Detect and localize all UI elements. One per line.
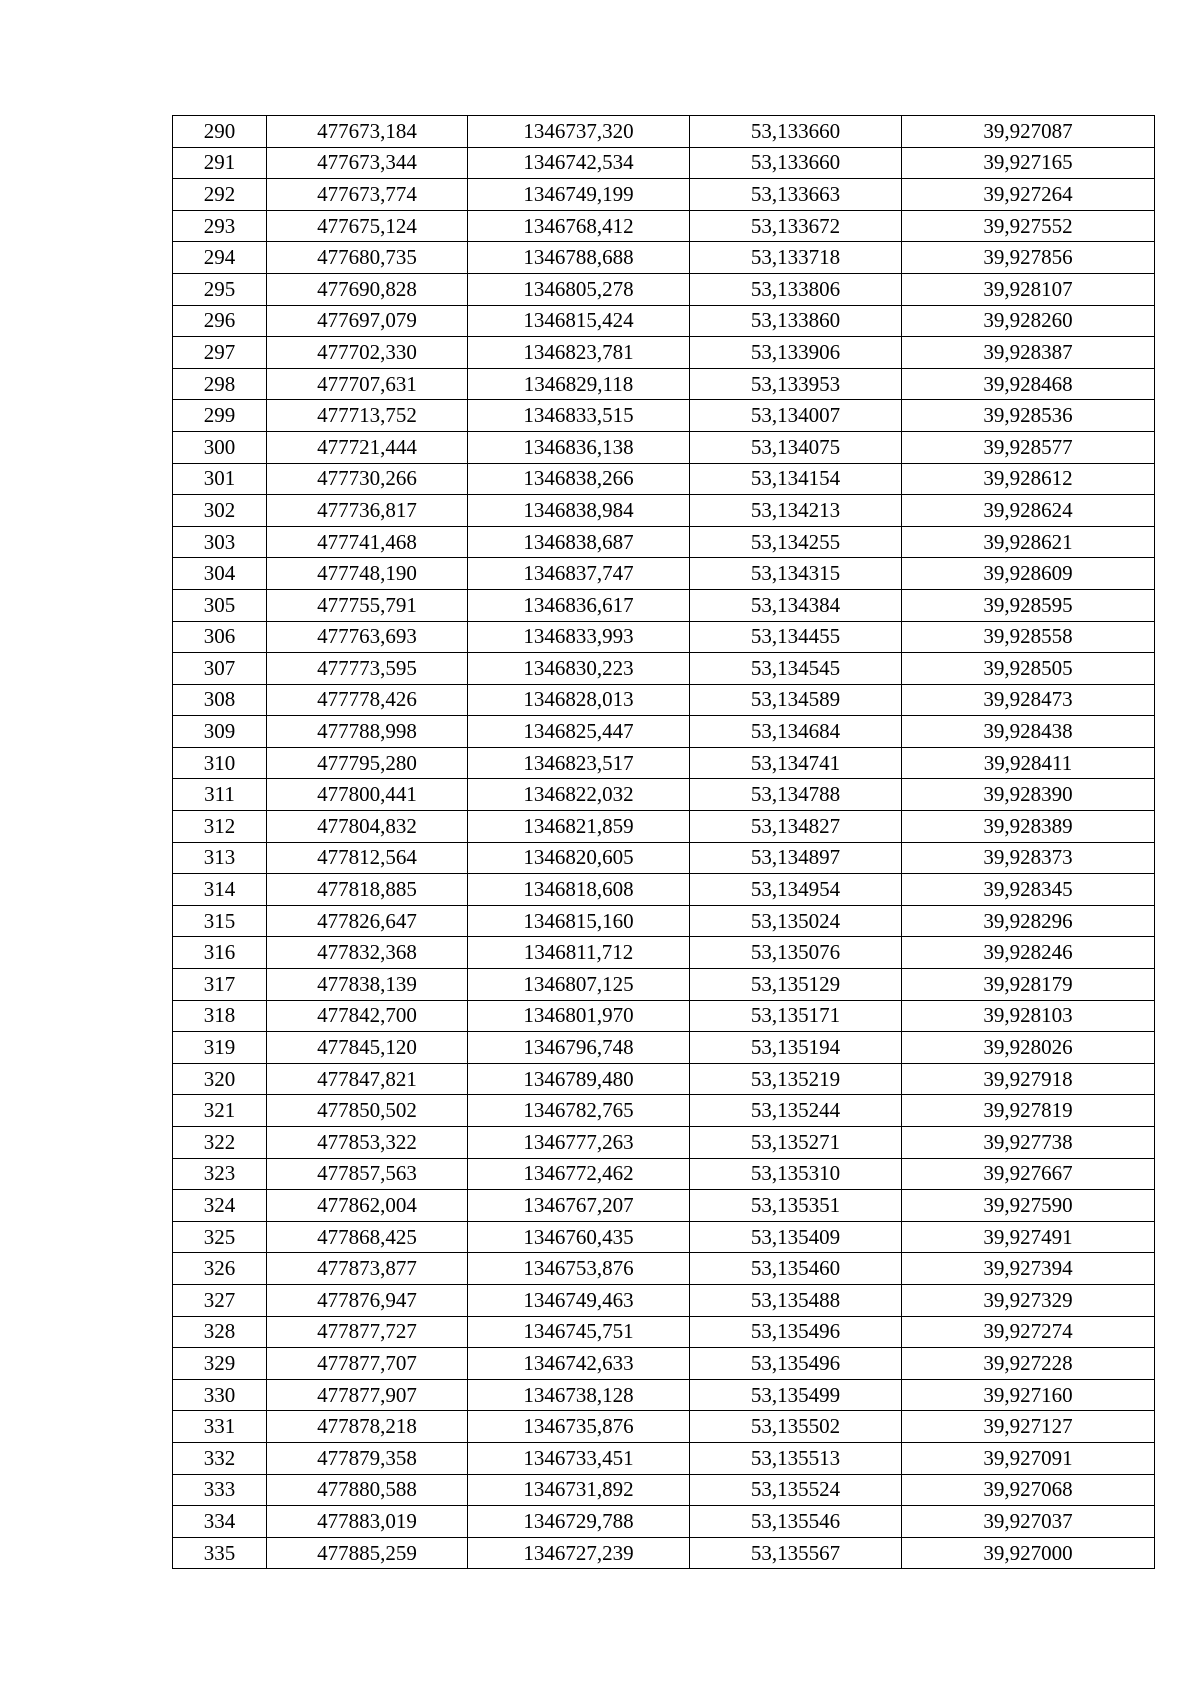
latitude-cell: 53,134455 bbox=[690, 621, 902, 653]
latitude-cell: 53,133663 bbox=[690, 179, 902, 211]
longitude-cell: 39,928389 bbox=[902, 811, 1155, 843]
y-coordinate-cell: 1346822,032 bbox=[468, 779, 690, 811]
table-row bbox=[173, 368, 1155, 400]
x-coordinate-cell: 477857,563 bbox=[267, 1158, 468, 1190]
x-coordinate-cell: 477877,707 bbox=[267, 1348, 468, 1380]
x-coordinate-cell: 477885,259 bbox=[267, 1537, 468, 1569]
y-coordinate-cell: 1346830,223 bbox=[468, 653, 690, 685]
x-coordinate-cell: 477862,004 bbox=[267, 1190, 468, 1222]
y-coordinate-cell: 1346829,118 bbox=[468, 368, 690, 400]
x-coordinate-cell: 477690,828 bbox=[267, 273, 468, 305]
x-coordinate-cell: 477826,647 bbox=[267, 905, 468, 937]
point-number-cell: 333 bbox=[173, 1474, 267, 1506]
latitude-cell: 53,133660 bbox=[690, 147, 902, 179]
x-coordinate-cell: 477818,885 bbox=[267, 874, 468, 906]
longitude-cell: 39,927856 bbox=[902, 242, 1155, 274]
longitude-cell: 39,927667 bbox=[902, 1158, 1155, 1190]
longitude-cell: 39,928558 bbox=[902, 621, 1155, 653]
table-row bbox=[173, 1411, 1155, 1443]
table-row bbox=[173, 937, 1155, 969]
x-coordinate-cell: 477736,817 bbox=[267, 495, 468, 527]
latitude-cell: 53,135409 bbox=[690, 1221, 902, 1253]
latitude-cell: 53,135567 bbox=[690, 1537, 902, 1569]
point-number-cell: 328 bbox=[173, 1316, 267, 1348]
latitude-cell: 53,135513 bbox=[690, 1442, 902, 1474]
point-number-cell: 301 bbox=[173, 463, 267, 495]
y-coordinate-cell: 1346815,424 bbox=[468, 305, 690, 337]
point-number-cell: 311 bbox=[173, 779, 267, 811]
point-number-cell: 317 bbox=[173, 969, 267, 1001]
table-row bbox=[173, 1474, 1155, 1506]
y-coordinate-cell: 1346753,876 bbox=[468, 1253, 690, 1285]
table-row bbox=[173, 400, 1155, 432]
y-coordinate-cell: 1346789,480 bbox=[468, 1063, 690, 1095]
longitude-cell: 39,927491 bbox=[902, 1221, 1155, 1253]
point-number-cell: 320 bbox=[173, 1063, 267, 1095]
latitude-cell: 53,135219 bbox=[690, 1063, 902, 1095]
longitude-cell: 39,928411 bbox=[902, 747, 1155, 779]
y-coordinate-cell: 1346727,239 bbox=[468, 1537, 690, 1569]
point-number-cell: 331 bbox=[173, 1411, 267, 1443]
latitude-cell: 53,133806 bbox=[690, 273, 902, 305]
table-row bbox=[173, 273, 1155, 305]
longitude-cell: 39,927091 bbox=[902, 1442, 1155, 1474]
y-coordinate-cell: 1346737,320 bbox=[468, 116, 690, 148]
x-coordinate-cell: 477721,444 bbox=[267, 431, 468, 463]
y-coordinate-cell: 1346811,712 bbox=[468, 937, 690, 969]
table-row bbox=[173, 1000, 1155, 1032]
y-coordinate-cell: 1346838,984 bbox=[468, 495, 690, 527]
longitude-cell: 39,928387 bbox=[902, 337, 1155, 369]
point-number-cell: 319 bbox=[173, 1032, 267, 1064]
table-row bbox=[173, 874, 1155, 906]
y-coordinate-cell: 1346837,747 bbox=[468, 558, 690, 590]
latitude-cell: 53,135351 bbox=[690, 1190, 902, 1222]
longitude-cell: 39,928390 bbox=[902, 779, 1155, 811]
longitude-cell: 39,928026 bbox=[902, 1032, 1155, 1064]
x-coordinate-cell: 477748,190 bbox=[267, 558, 468, 590]
x-coordinate-cell: 477853,322 bbox=[267, 1127, 468, 1159]
x-coordinate-cell: 477883,019 bbox=[267, 1506, 468, 1538]
point-number-cell: 326 bbox=[173, 1253, 267, 1285]
point-number-cell: 309 bbox=[173, 716, 267, 748]
y-coordinate-cell: 1346742,633 bbox=[468, 1348, 690, 1380]
latitude-cell: 53,135496 bbox=[690, 1348, 902, 1380]
latitude-cell: 53,133660 bbox=[690, 116, 902, 148]
x-coordinate-cell: 477800,441 bbox=[267, 779, 468, 811]
latitude-cell: 53,134788 bbox=[690, 779, 902, 811]
x-coordinate-cell: 477763,693 bbox=[267, 621, 468, 653]
point-number-cell: 310 bbox=[173, 747, 267, 779]
latitude-cell: 53,134213 bbox=[690, 495, 902, 527]
y-coordinate-cell: 1346733,451 bbox=[468, 1442, 690, 1474]
table-row bbox=[173, 558, 1155, 590]
y-coordinate-cell: 1346749,463 bbox=[468, 1284, 690, 1316]
longitude-cell: 39,928246 bbox=[902, 937, 1155, 969]
x-coordinate-cell: 477877,727 bbox=[267, 1316, 468, 1348]
latitude-cell: 53,134897 bbox=[690, 842, 902, 874]
table-row bbox=[173, 1127, 1155, 1159]
table-row bbox=[173, 1348, 1155, 1380]
longitude-cell: 39,928505 bbox=[902, 653, 1155, 685]
y-coordinate-cell: 1346796,748 bbox=[468, 1032, 690, 1064]
y-coordinate-cell: 1346801,970 bbox=[468, 1000, 690, 1032]
y-coordinate-cell: 1346805,278 bbox=[468, 273, 690, 305]
y-coordinate-cell: 1346772,462 bbox=[468, 1158, 690, 1190]
longitude-cell: 39,927394 bbox=[902, 1253, 1155, 1285]
latitude-cell: 53,133953 bbox=[690, 368, 902, 400]
longitude-cell: 39,927068 bbox=[902, 1474, 1155, 1506]
table-row bbox=[173, 1158, 1155, 1190]
table-row bbox=[173, 337, 1155, 369]
latitude-cell: 53,134589 bbox=[690, 684, 902, 716]
point-number-cell: 322 bbox=[173, 1127, 267, 1159]
latitude-cell: 53,135076 bbox=[690, 937, 902, 969]
table-row bbox=[173, 179, 1155, 211]
x-coordinate-cell: 477812,564 bbox=[267, 842, 468, 874]
point-number-cell: 330 bbox=[173, 1379, 267, 1411]
x-coordinate-cell: 477880,588 bbox=[267, 1474, 468, 1506]
point-number-cell: 315 bbox=[173, 905, 267, 937]
x-coordinate-cell: 477838,139 bbox=[267, 969, 468, 1001]
longitude-cell: 39,927274 bbox=[902, 1316, 1155, 1348]
latitude-cell: 53,135129 bbox=[690, 969, 902, 1001]
point-number-cell: 314 bbox=[173, 874, 267, 906]
table-row bbox=[173, 1032, 1155, 1064]
x-coordinate-cell: 477778,426 bbox=[267, 684, 468, 716]
x-coordinate-cell: 477680,735 bbox=[267, 242, 468, 274]
point-number-cell: 290 bbox=[173, 116, 267, 148]
table-row bbox=[173, 1063, 1155, 1095]
table-row bbox=[173, 463, 1155, 495]
latitude-cell: 53,135244 bbox=[690, 1095, 902, 1127]
point-number-cell: 291 bbox=[173, 147, 267, 179]
latitude-cell: 53,135194 bbox=[690, 1032, 902, 1064]
longitude-cell: 39,927738 bbox=[902, 1127, 1155, 1159]
y-coordinate-cell: 1346823,517 bbox=[468, 747, 690, 779]
longitude-cell: 39,928468 bbox=[902, 368, 1155, 400]
x-coordinate-cell: 477755,791 bbox=[267, 589, 468, 621]
y-coordinate-cell: 1346745,751 bbox=[468, 1316, 690, 1348]
point-number-cell: 316 bbox=[173, 937, 267, 969]
longitude-cell: 39,927918 bbox=[902, 1063, 1155, 1095]
table-row bbox=[173, 969, 1155, 1001]
point-number-cell: 332 bbox=[173, 1442, 267, 1474]
y-coordinate-cell: 1346833,993 bbox=[468, 621, 690, 653]
longitude-cell: 39,928373 bbox=[902, 842, 1155, 874]
longitude-cell: 39,928609 bbox=[902, 558, 1155, 590]
latitude-cell: 53,133672 bbox=[690, 210, 902, 242]
table-row bbox=[173, 1190, 1155, 1222]
point-number-cell: 299 bbox=[173, 400, 267, 432]
longitude-cell: 39,928621 bbox=[902, 526, 1155, 558]
point-number-cell: 308 bbox=[173, 684, 267, 716]
y-coordinate-cell: 1346760,435 bbox=[468, 1221, 690, 1253]
point-number-cell: 307 bbox=[173, 653, 267, 685]
latitude-cell: 53,133906 bbox=[690, 337, 902, 369]
y-coordinate-cell: 1346821,859 bbox=[468, 811, 690, 843]
latitude-cell: 53,135488 bbox=[690, 1284, 902, 1316]
longitude-cell: 39,927329 bbox=[902, 1284, 1155, 1316]
latitude-cell: 53,135546 bbox=[690, 1506, 902, 1538]
point-number-cell: 304 bbox=[173, 558, 267, 590]
x-coordinate-cell: 477868,425 bbox=[267, 1221, 468, 1253]
point-number-cell: 325 bbox=[173, 1221, 267, 1253]
latitude-cell: 53,134545 bbox=[690, 653, 902, 685]
point-number-cell: 312 bbox=[173, 811, 267, 843]
longitude-cell: 39,927160 bbox=[902, 1379, 1155, 1411]
point-number-cell: 324 bbox=[173, 1190, 267, 1222]
table-row bbox=[173, 621, 1155, 653]
point-number-cell: 296 bbox=[173, 305, 267, 337]
x-coordinate-cell: 477832,368 bbox=[267, 937, 468, 969]
y-coordinate-cell: 1346738,128 bbox=[468, 1379, 690, 1411]
y-coordinate-cell: 1346823,781 bbox=[468, 337, 690, 369]
latitude-cell: 53,134827 bbox=[690, 811, 902, 843]
latitude-cell: 53,135524 bbox=[690, 1474, 902, 1506]
table-row bbox=[173, 210, 1155, 242]
latitude-cell: 53,134315 bbox=[690, 558, 902, 590]
longitude-cell: 39,927165 bbox=[902, 147, 1155, 179]
latitude-cell: 53,135460 bbox=[690, 1253, 902, 1285]
x-coordinate-cell: 477804,832 bbox=[267, 811, 468, 843]
table-row bbox=[173, 116, 1155, 148]
x-coordinate-cell: 477850,502 bbox=[267, 1095, 468, 1127]
table-row bbox=[173, 1284, 1155, 1316]
longitude-cell: 39,927264 bbox=[902, 179, 1155, 211]
longitude-cell: 39,928595 bbox=[902, 589, 1155, 621]
x-coordinate-cell: 477842,700 bbox=[267, 1000, 468, 1032]
x-coordinate-cell: 477673,184 bbox=[267, 116, 468, 148]
table-row bbox=[173, 242, 1155, 274]
x-coordinate-cell: 477675,124 bbox=[267, 210, 468, 242]
y-coordinate-cell: 1346807,125 bbox=[468, 969, 690, 1001]
point-number-cell: 334 bbox=[173, 1506, 267, 1538]
point-number-cell: 298 bbox=[173, 368, 267, 400]
y-coordinate-cell: 1346836,138 bbox=[468, 431, 690, 463]
longitude-cell: 39,928179 bbox=[902, 969, 1155, 1001]
latitude-cell: 53,134741 bbox=[690, 747, 902, 779]
longitude-cell: 39,928536 bbox=[902, 400, 1155, 432]
latitude-cell: 53,135499 bbox=[690, 1379, 902, 1411]
longitude-cell: 39,928612 bbox=[902, 463, 1155, 495]
table-row bbox=[173, 305, 1155, 337]
table-row bbox=[173, 1095, 1155, 1127]
latitude-cell: 53,134255 bbox=[690, 526, 902, 558]
y-coordinate-cell: 1346838,266 bbox=[468, 463, 690, 495]
table-row bbox=[173, 653, 1155, 685]
table-row bbox=[173, 1316, 1155, 1348]
x-coordinate-cell: 477879,358 bbox=[267, 1442, 468, 1474]
point-number-cell: 292 bbox=[173, 179, 267, 211]
latitude-cell: 53,135496 bbox=[690, 1316, 902, 1348]
latitude-cell: 53,134154 bbox=[690, 463, 902, 495]
latitude-cell: 53,133718 bbox=[690, 242, 902, 274]
y-coordinate-cell: 1346749,199 bbox=[468, 179, 690, 211]
latitude-cell: 53,134384 bbox=[690, 589, 902, 621]
coordinates-table bbox=[172, 115, 1155, 1569]
y-coordinate-cell: 1346729,788 bbox=[468, 1506, 690, 1538]
point-number-cell: 335 bbox=[173, 1537, 267, 1569]
y-coordinate-cell: 1346767,207 bbox=[468, 1190, 690, 1222]
longitude-cell: 39,927228 bbox=[902, 1348, 1155, 1380]
point-number-cell: 300 bbox=[173, 431, 267, 463]
table-row bbox=[173, 1442, 1155, 1474]
longitude-cell: 39,927552 bbox=[902, 210, 1155, 242]
longitude-cell: 39,928473 bbox=[902, 684, 1155, 716]
table-row bbox=[173, 1253, 1155, 1285]
x-coordinate-cell: 477845,120 bbox=[267, 1032, 468, 1064]
table-row bbox=[173, 684, 1155, 716]
table-row bbox=[173, 1221, 1155, 1253]
x-coordinate-cell: 477713,752 bbox=[267, 400, 468, 432]
x-coordinate-cell: 477795,280 bbox=[267, 747, 468, 779]
point-number-cell: 327 bbox=[173, 1284, 267, 1316]
x-coordinate-cell: 477773,595 bbox=[267, 653, 468, 685]
y-coordinate-cell: 1346818,608 bbox=[468, 874, 690, 906]
latitude-cell: 53,134954 bbox=[690, 874, 902, 906]
latitude-cell: 53,133860 bbox=[690, 305, 902, 337]
x-coordinate-cell: 477673,344 bbox=[267, 147, 468, 179]
longitude-cell: 39,928107 bbox=[902, 273, 1155, 305]
y-coordinate-cell: 1346768,412 bbox=[468, 210, 690, 242]
latitude-cell: 53,135502 bbox=[690, 1411, 902, 1443]
table-row bbox=[173, 526, 1155, 558]
latitude-cell: 53,134075 bbox=[690, 431, 902, 463]
point-number-cell: 293 bbox=[173, 210, 267, 242]
x-coordinate-cell: 477877,907 bbox=[267, 1379, 468, 1411]
table-row bbox=[173, 747, 1155, 779]
table-row bbox=[173, 589, 1155, 621]
table-row bbox=[173, 1379, 1155, 1411]
table-row bbox=[173, 811, 1155, 843]
longitude-cell: 39,927037 bbox=[902, 1506, 1155, 1538]
point-number-cell: 302 bbox=[173, 495, 267, 527]
longitude-cell: 39,928345 bbox=[902, 874, 1155, 906]
y-coordinate-cell: 1346825,447 bbox=[468, 716, 690, 748]
x-coordinate-cell: 477873,877 bbox=[267, 1253, 468, 1285]
x-coordinate-cell: 477878,218 bbox=[267, 1411, 468, 1443]
longitude-cell: 39,928260 bbox=[902, 305, 1155, 337]
latitude-cell: 53,135271 bbox=[690, 1127, 902, 1159]
point-number-cell: 323 bbox=[173, 1158, 267, 1190]
point-number-cell: 313 bbox=[173, 842, 267, 874]
point-number-cell: 329 bbox=[173, 1348, 267, 1380]
y-coordinate-cell: 1346788,688 bbox=[468, 242, 690, 274]
point-number-cell: 318 bbox=[173, 1000, 267, 1032]
x-coordinate-cell: 477707,631 bbox=[267, 368, 468, 400]
coordinates-table-body bbox=[173, 116, 1155, 1569]
latitude-cell: 53,134684 bbox=[690, 716, 902, 748]
longitude-cell: 39,928296 bbox=[902, 905, 1155, 937]
x-coordinate-cell: 477730,266 bbox=[267, 463, 468, 495]
y-coordinate-cell: 1346777,263 bbox=[468, 1127, 690, 1159]
point-number-cell: 306 bbox=[173, 621, 267, 653]
longitude-cell: 39,928103 bbox=[902, 1000, 1155, 1032]
y-coordinate-cell: 1346815,160 bbox=[468, 905, 690, 937]
x-coordinate-cell: 477741,468 bbox=[267, 526, 468, 558]
longitude-cell: 39,927127 bbox=[902, 1411, 1155, 1443]
y-coordinate-cell: 1346735,876 bbox=[468, 1411, 690, 1443]
point-number-cell: 294 bbox=[173, 242, 267, 274]
point-number-cell: 297 bbox=[173, 337, 267, 369]
table-row bbox=[173, 905, 1155, 937]
y-coordinate-cell: 1346782,765 bbox=[468, 1095, 690, 1127]
longitude-cell: 39,928624 bbox=[902, 495, 1155, 527]
point-number-cell: 295 bbox=[173, 273, 267, 305]
longitude-cell: 39,927819 bbox=[902, 1095, 1155, 1127]
y-coordinate-cell: 1346828,013 bbox=[468, 684, 690, 716]
x-coordinate-cell: 477702,330 bbox=[267, 337, 468, 369]
table-row bbox=[173, 495, 1155, 527]
latitude-cell: 53,135171 bbox=[690, 1000, 902, 1032]
point-number-cell: 321 bbox=[173, 1095, 267, 1127]
x-coordinate-cell: 477673,774 bbox=[267, 179, 468, 211]
y-coordinate-cell: 1346731,892 bbox=[468, 1474, 690, 1506]
y-coordinate-cell: 1346838,687 bbox=[468, 526, 690, 558]
table-row bbox=[173, 1506, 1155, 1538]
latitude-cell: 53,135024 bbox=[690, 905, 902, 937]
table-row bbox=[173, 1537, 1155, 1569]
longitude-cell: 39,927000 bbox=[902, 1537, 1155, 1569]
table-row bbox=[173, 431, 1155, 463]
table-row bbox=[173, 147, 1155, 179]
x-coordinate-cell: 477876,947 bbox=[267, 1284, 468, 1316]
latitude-cell: 53,134007 bbox=[690, 400, 902, 432]
longitude-cell: 39,927087 bbox=[902, 116, 1155, 148]
y-coordinate-cell: 1346742,534 bbox=[468, 147, 690, 179]
y-coordinate-cell: 1346836,617 bbox=[468, 589, 690, 621]
longitude-cell: 39,927590 bbox=[902, 1190, 1155, 1222]
table-row bbox=[173, 716, 1155, 748]
table-row bbox=[173, 779, 1155, 811]
x-coordinate-cell: 477788,998 bbox=[267, 716, 468, 748]
longitude-cell: 39,928577 bbox=[902, 431, 1155, 463]
latitude-cell: 53,135310 bbox=[690, 1158, 902, 1190]
y-coordinate-cell: 1346833,515 bbox=[468, 400, 690, 432]
point-number-cell: 303 bbox=[173, 526, 267, 558]
table-row bbox=[173, 842, 1155, 874]
x-coordinate-cell: 477697,079 bbox=[267, 305, 468, 337]
longitude-cell: 39,928438 bbox=[902, 716, 1155, 748]
x-coordinate-cell: 477847,821 bbox=[267, 1063, 468, 1095]
y-coordinate-cell: 1346820,605 bbox=[468, 842, 690, 874]
point-number-cell: 305 bbox=[173, 589, 267, 621]
